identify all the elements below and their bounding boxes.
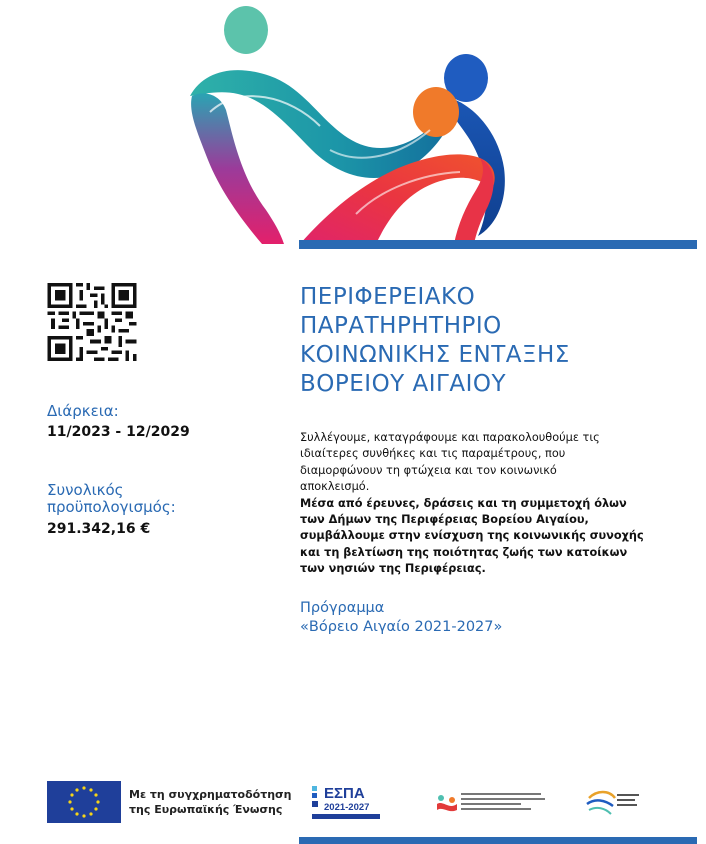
eu-text-line2: της Ευρωπαϊκής Ένωσης <box>129 803 283 816</box>
description-line: Μέσα από έρευνες, δράσεις και τη συμμετοχή όλων <box>300 496 627 510</box>
budget-value: 291.342,16 € <box>47 521 151 537</box>
page-title <box>300 283 680 399</box>
espa-logo-icon <box>310 782 382 822</box>
description-line: διαμορφώνουν τη φτώχεια και τον κοινωνικό <box>300 463 557 477</box>
title-line: ΠΕΡΙΦΕΡΕΙΑΚΟ <box>300 284 476 310</box>
description <box>300 430 670 578</box>
description-line: των νησιών της Περιφέρειας. <box>300 562 486 576</box>
program-line1: Πρόγραμμα <box>300 600 385 616</box>
duration-value: 11/2023 - 12/2029 <box>47 424 190 440</box>
program-line2: «Βόρειο Αιγαίο 2021-2027» <box>300 619 503 635</box>
description-line: αποκλεισμό. <box>300 480 370 494</box>
budget-label-line1: Συνολικός <box>47 481 124 499</box>
title-line: ΒΟΡΕΙΟΥ ΑΙΓΑΙΟΥ <box>300 371 507 397</box>
eu-cofunding-text <box>129 787 291 817</box>
social-observatory-logo-icon <box>435 788 545 816</box>
espa-years: 2021-2027 <box>324 802 370 813</box>
top-accent-bar <box>299 240 697 249</box>
eu-flag-icon <box>47 781 121 823</box>
description-line: Συλλέγουμε, καταγράφουμε και παρακολουθούμε τις <box>300 431 600 444</box>
description-line: των Δήμων της Περιφέρειας Βορείου Αιγαίου, <box>300 513 589 527</box>
qr-code-icon <box>47 283 137 361</box>
espa-title: ΕΣΠΑ <box>324 785 365 802</box>
budget-label-line2: προϋπολογισμός: <box>47 498 176 516</box>
bottom-accent-bar <box>299 837 697 844</box>
duration-label: Διάρκεια: <box>47 402 119 420</box>
program-name <box>300 599 502 637</box>
observatory-figures-logo-icon <box>180 0 520 244</box>
footer-logos <box>47 780 697 825</box>
title-line: ΠΑΡΑΤΗΡΗΤΗΡΙΟ <box>300 313 502 339</box>
description-line: ιδιαίτερες συνθήκες και τις παραμέτρους, που <box>300 447 566 461</box>
description-line: συμβάλλουμε στην ενίσχυση της κοινωνικής συνοχής <box>300 529 644 543</box>
north-aegean-region-logo-icon <box>585 788 641 818</box>
eu-text-line1: Με τη συγχρηματοδότηση <box>129 788 292 801</box>
description-line: και τη βελτίωση της ποιότητας ζωής των κατοίκων <box>300 545 628 559</box>
title-line: ΚΟΙΝΩΝΙΚΗΣ ΕΝΤΑΞΗΣ <box>300 342 570 368</box>
